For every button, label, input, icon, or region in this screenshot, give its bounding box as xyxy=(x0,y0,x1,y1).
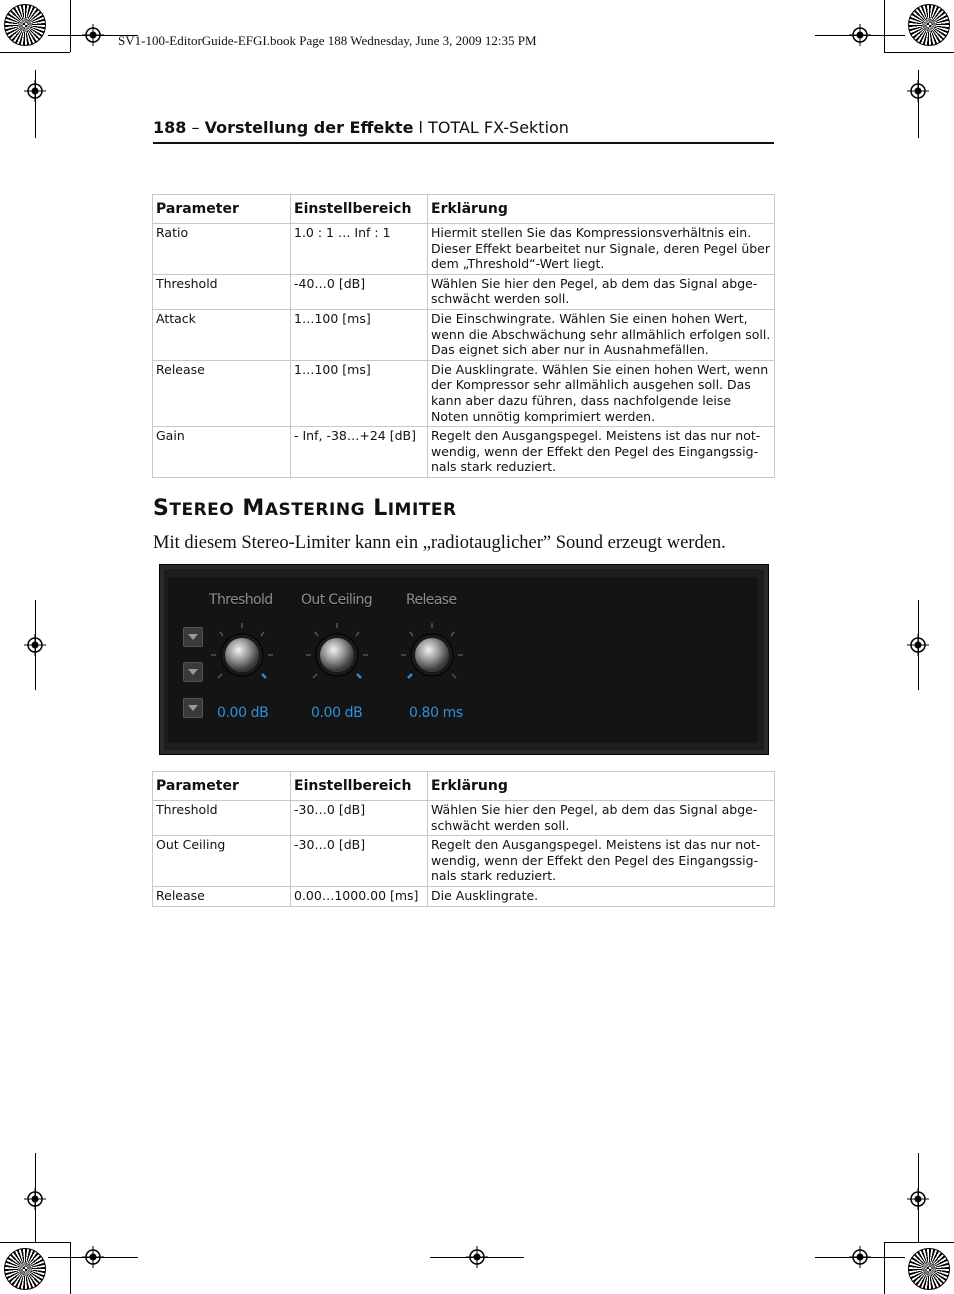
parameter-cell: Attack xyxy=(153,309,291,360)
column-header: Parameter xyxy=(153,195,291,224)
range-cell: -30…0 [dB] xyxy=(291,801,428,836)
page-number: 188 xyxy=(153,118,187,137)
crop-mark xyxy=(35,600,36,690)
column-header: Erklärung xyxy=(428,772,775,801)
registration-star-icon xyxy=(4,4,46,46)
chevron-down-icon xyxy=(188,669,198,675)
crop-mark xyxy=(430,1257,524,1258)
range-cell: 0.00…1000.00 [ms] xyxy=(291,886,428,906)
compressor-parameter-table xyxy=(152,194,775,478)
crop-mark xyxy=(918,70,919,138)
parameter-cell: Threshold xyxy=(153,801,291,836)
range-cell: 1…100 [ms] xyxy=(291,360,428,426)
dropdown-arrow-button[interactable] xyxy=(183,662,203,682)
registration-star-icon xyxy=(908,1248,950,1290)
dropdown-arrow-button[interactable] xyxy=(183,698,203,718)
column-header: Einstellbereich xyxy=(291,195,428,224)
table-row xyxy=(153,427,775,478)
table-row xyxy=(153,801,775,836)
description-cell: Wählen Sie hier den Pegel, ab dem das Signal abge- schwächt werden soll. xyxy=(428,801,775,836)
knob-value-release: 0.80 ms xyxy=(409,705,463,721)
intro-paragraph: Mit diesem Stereo-Limiter kann ein „radiotauglicher” Sound erzeugt werden. xyxy=(153,533,726,553)
table-row xyxy=(153,886,775,906)
crop-mark xyxy=(70,0,71,52)
section-name: TOTAL FX-Sektion xyxy=(428,118,569,137)
table-header-row xyxy=(153,195,775,224)
description-cell: Regelt den Ausgangspegel. Meistens ist das nur not- wendig, wenn der Effekt den Pegel des Eingangssig- nals stark reduziert. xyxy=(428,836,775,887)
table-header-row xyxy=(153,772,775,801)
description-cell: Hiermit stellen Sie das Kompressionsverhältnis ein. Dieser Effekt bearbeitet nur Signale, deren Pegel über dem „Threshold“-Wert liegt. xyxy=(428,224,775,275)
parameter-cell: Release xyxy=(153,360,291,426)
table-row xyxy=(153,836,775,887)
release-knob[interactable] xyxy=(398,621,466,689)
crop-mark xyxy=(35,70,36,138)
parameter-cell: Out Ceiling xyxy=(153,836,291,887)
description-cell: Regelt den Ausgangspegel. Meistens ist das nur not- wendig, wenn der Effekt den Pegel des Eingangssig- nals stark reduziert. xyxy=(428,427,775,478)
crop-mark xyxy=(70,1242,71,1294)
crop-mark xyxy=(918,1153,919,1243)
knob-value-threshold: 0.00 dB xyxy=(217,705,269,721)
knob-label-out-ceiling: Out Ceiling xyxy=(301,592,373,608)
registration-star-icon xyxy=(908,4,950,46)
crop-mark xyxy=(884,1242,954,1243)
range-cell: 1.0 : 1 … Inf : 1 xyxy=(291,224,428,275)
threshold-knob[interactable] xyxy=(208,621,276,689)
limiter-plugin-panel xyxy=(159,564,769,755)
chapter-title: Vorstellung der Effekte xyxy=(204,118,414,137)
crop-mark xyxy=(884,52,954,53)
range-cell: -40…0 [dB] xyxy=(291,274,428,309)
parameter-cell: Gain xyxy=(153,427,291,478)
crop-mark xyxy=(884,0,885,52)
parameter-cell: Ratio xyxy=(153,224,291,275)
running-head-dash: – xyxy=(186,118,205,137)
description-cell: Die Ausklingrate. xyxy=(428,886,775,906)
column-header: Erklärung xyxy=(428,195,775,224)
knob-value-out-ceiling: 0.00 dB xyxy=(311,705,363,721)
running-head xyxy=(153,118,569,137)
knob-label-threshold: Threshold xyxy=(209,592,273,608)
crop-mark xyxy=(918,600,919,690)
section-title: STEREO MASTERING LIMITER xyxy=(153,496,457,521)
knob-label-release: Release xyxy=(406,592,457,608)
table-row xyxy=(153,309,775,360)
description-cell: Die Einschwingrate. Wählen Sie einen hohen Wert, wenn die Abschwächung sehr allmählich erfolgen soll. Das eignet sich aber nur in Ausnahmefällen. xyxy=(428,309,775,360)
table-row xyxy=(153,224,775,275)
header-rule xyxy=(153,142,774,144)
crop-mark xyxy=(35,1153,36,1243)
limiter-parameter-table xyxy=(152,771,775,907)
table-row xyxy=(153,360,775,426)
description-cell: Wählen Sie hier den Pegel, ab dem das Signal abge- schwächt werden soll. xyxy=(428,274,775,309)
out-ceiling-knob[interactable] xyxy=(303,621,371,689)
range-cell: -30…0 [dB] xyxy=(291,836,428,887)
crop-mark xyxy=(884,1242,885,1294)
plugin-panel-inner xyxy=(168,577,758,743)
parameter-cell: Release xyxy=(153,886,291,906)
column-header: Parameter xyxy=(153,772,291,801)
table-row xyxy=(153,274,775,309)
registration-star-icon xyxy=(4,1248,46,1290)
dropdown-arrow-button[interactable] xyxy=(183,627,203,647)
parameter-cell: Threshold xyxy=(153,274,291,309)
crop-mark xyxy=(815,1257,905,1258)
range-cell: - Inf, -38…+24 [dB] xyxy=(291,427,428,478)
chevron-down-icon xyxy=(188,634,198,640)
print-slug: SV1-100-EditorGuide-EFGI.book Page 188 Wednesday, June 3, 2009 12:35 PM xyxy=(118,33,537,48)
crop-mark xyxy=(815,35,905,36)
running-head-separator: l xyxy=(413,118,429,137)
chevron-down-icon xyxy=(188,705,198,711)
crop-mark xyxy=(48,1257,138,1258)
column-header: Einstellbereich xyxy=(291,772,428,801)
description-cell: Die Ausklingrate. Wählen Sie einen hohen Wert, wenn der Kompressor sehr allmählich ausgehen soll. Das kann aber dazu führen, dass nachfolgende leise Noten unnötig komprimiert werden. xyxy=(428,360,775,426)
crop-mark xyxy=(0,52,70,53)
range-cell: 1…100 [ms] xyxy=(291,309,428,360)
